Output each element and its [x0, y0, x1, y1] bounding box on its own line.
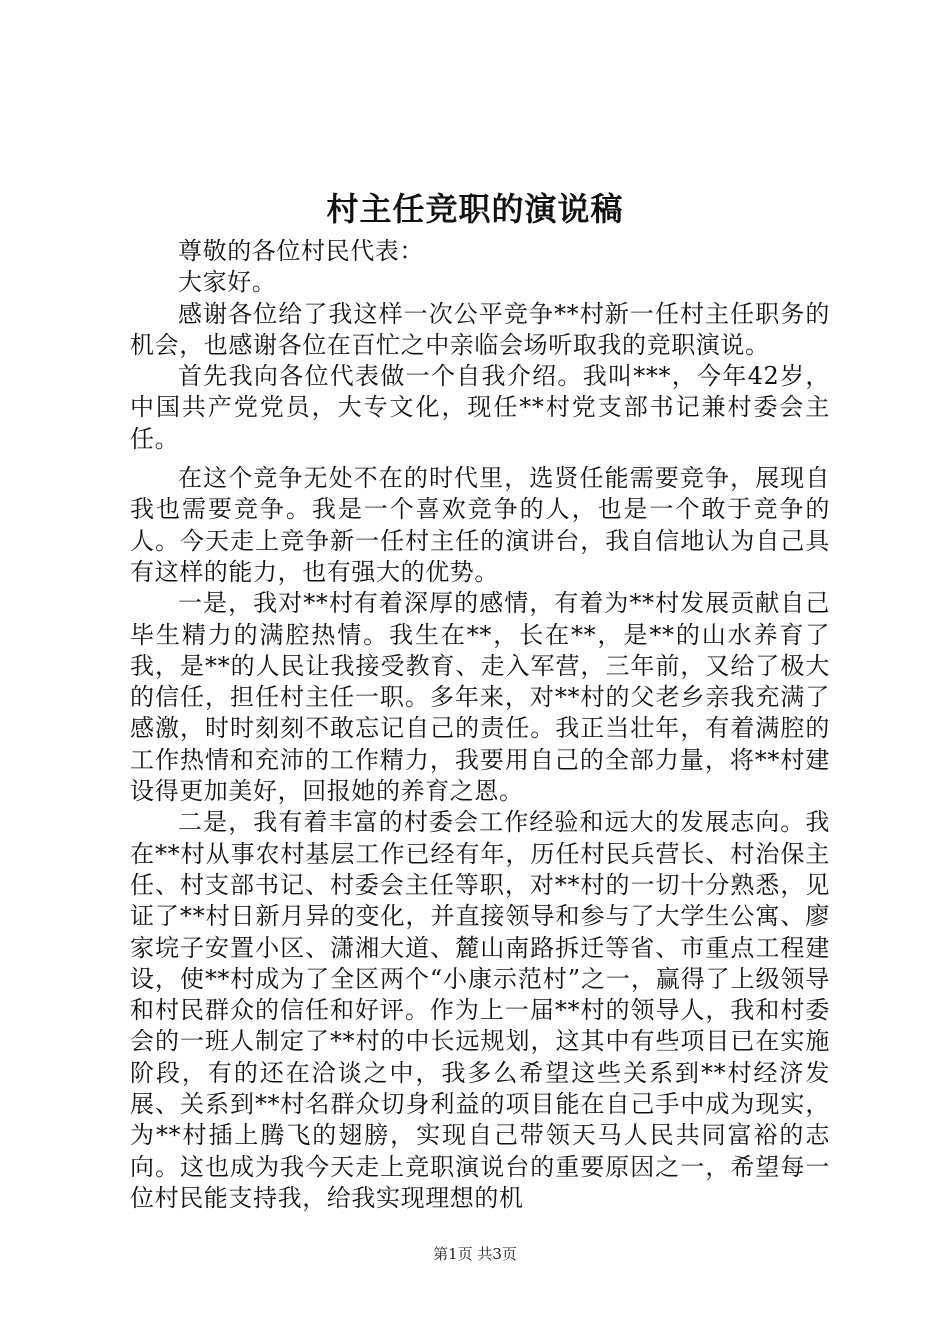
paragraph-self-intro: 首先我向各位代表做一个自我介绍。我叫***，今年42岁，中国共产党党员，大专文化，现任**村党支部书记兼村委会主任。: [130, 362, 830, 453]
paragraph-competition: 在这个竞争无处不在的时代里，选贤任能需要竞争，展现自我也需要竞争。我是一个喜欢竞争的人，也是一个敢于竞争的人。今天走上竞争新一任村主任的演讲台，我自信地认为自己具有这样的能力，也有强大的优势。: [130, 464, 830, 586]
document-body: [130, 236, 830, 1214]
paragraph-point-one: 一是，我对**村有着深厚的感情，有着为**村发展贡献自己毕生精力的满腔热情。我生在**，长在**，是**的山水养育了我，是**的人民让我接受教育、走入军营，三年前，又给了极大的信任，担任村主任一职。多年来，对**村的父老乡亲我充满了感激，时时刻刻不敢忘记自己的责任。我正当壮年，有着满腔的工作热情和充沛的工作精力，我要用自己的全部力量，将**村建设得更加美好，回报她的养育之恩。: [130, 589, 830, 806]
salutation: 尊敬的各位村民代表：: [178, 237, 424, 265]
greeting: 大家好。: [178, 268, 277, 297]
document-title: 村主任竞职的演说稿: [326, 190, 624, 228]
paragraph-thanks: 感谢各位给了我这样一次公平竞争**村新一任村主任职务的机会，也感谢各位在百忙之中亲临会场听取我的竞职演说。: [130, 299, 830, 359]
paragraph-point-two: 二是，我有着丰富的村委会工作经验和远大的发展志向。我在**村从事农村基层工作已经有年，历任村民兵营长、村治保主任、村支部书记、村委会主任等职，对**村的一切十分熟悉，见证了**村日新月异的变化，并直接领导和参与了大学生公寓、廖家垸子安置小区、潇湘大道、麓山南路拆迁等省、市重点工程建设，使**村成为了全区两个“小康示范村”之一，赢得了上级领导和村民群众的信任和好评。作为上一届**村的领导人，我和村委会的一班人制定了**村的中长远规划，这其中有些项目已在实施阶段，有的还在洽谈之中，我多么希望这些关系到**村经济发展、关系到**村名群众切身利益的项目能在自己手中成为现实，为**村插上腾飞的翅膀，实现自己带领天马人民共同富裕的志向。这也成为我今天走上竞职演说台的重要原因之一，希望每一位村民能支持我，给我实现理想的机: [130, 808, 830, 1212]
page-footer: 第1页 共3页: [433, 1245, 517, 1263]
